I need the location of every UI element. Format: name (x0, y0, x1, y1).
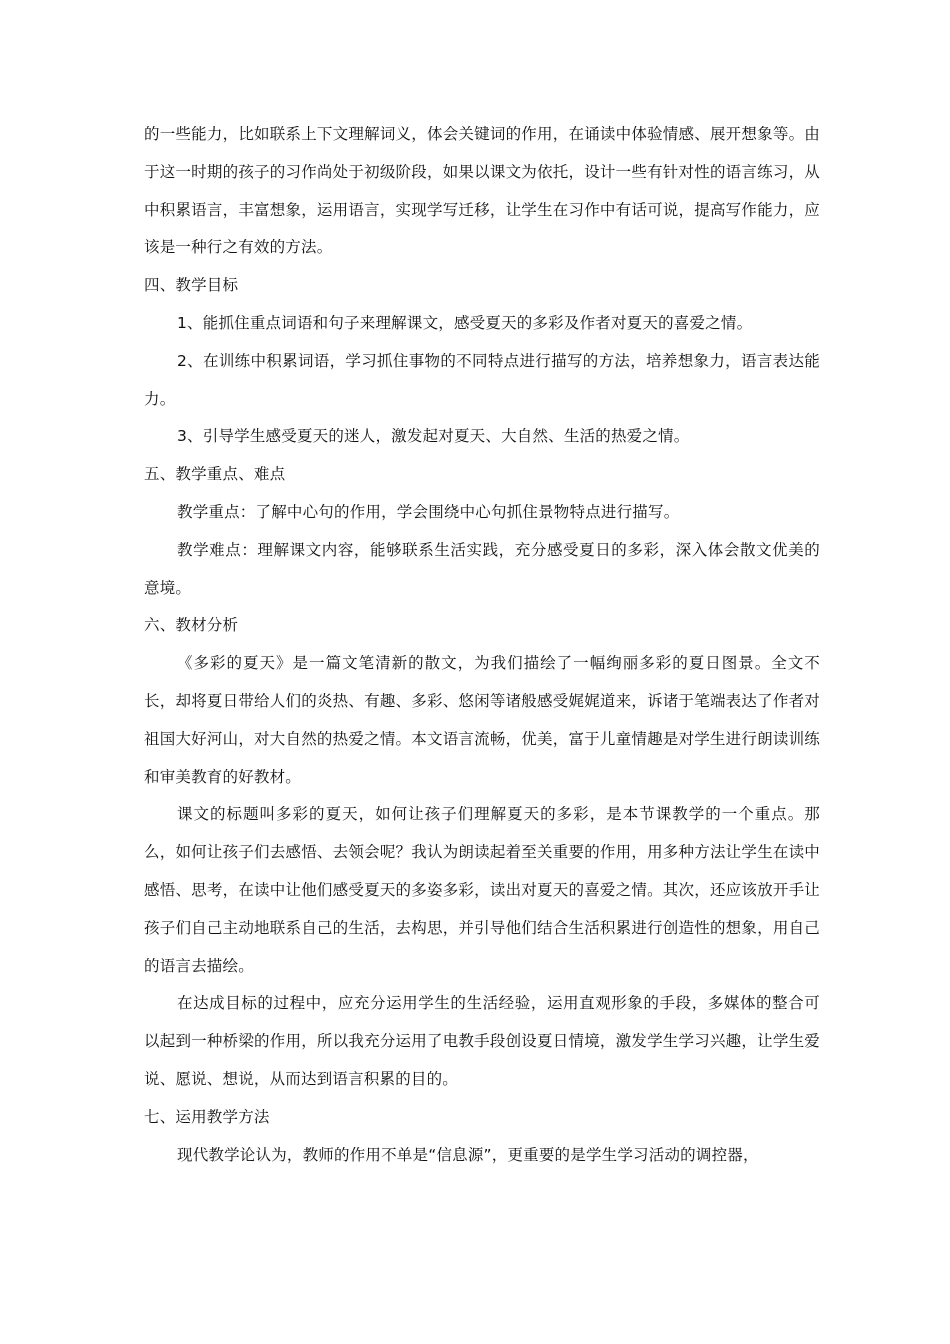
goal-item-1: 1、能抓住重点词语和句子来理解课文，感受夏天的多彩及作者对夏天的喜爱之情。 (177, 313, 753, 332)
paragraph-intro-continuation: 的一些能力，比如联系上下文理解词义，体会关键词的作用，在诵读中体验情感、展开想象等。由于这一时期的孩子的习作尚处于初级阶段，如果以课文为依托，设计一些有针对性的语言练习，从中积累语言，丰富想象，运用语言，实现学写迁移，让学生在习作中有话可说，提高写作能力，应该是一种行之有效的方法。 (144, 125, 820, 257)
methods-paragraph-1: 现代教学论认为，教师的作用不单是“信息源”，更重要的是学生学习活动的调控器， (177, 1145, 759, 1164)
goal-item-3: 3、引导学生感受夏天的迷人，激发起对夏天、大自然、生活的热爱之情。 (177, 427, 690, 446)
section-heading-teaching-goals: 四、教学目标 (144, 276, 239, 295)
section-heading-teaching-methods: 七、运用教学方法 (144, 1107, 270, 1126)
goal-item-2: 2、在训练中积累词语，学习抓住事物的不同特点进行描写的方法，培养想象力，语言表达能力。 (144, 351, 820, 408)
analysis-paragraph-1: 《多彩的夏天》是一篇文笔清新的散文，为我们描绘了一幅绚丽多彩的夏日图景。全文不长，却将夏日带给人们的炎热、有趣、多彩、悠闲等诸般感受娓娓道来，诉诸于笔端表达了作者对祖国大好河山，对大自然的热爱之情。本文语言流畅，优美，富于儿童情趣是对学生进行朗读训练和审美教育的好教材。 (144, 654, 820, 786)
analysis-paragraph-2: 课文的标题叫多彩的夏天，如何让孩子们理解夏天的多彩，是本节课教学的一个重点。那么，如何让孩子们去感悟、去领会呢？我认为朗读起着至关重要的作用，用多种方法让学生在读中感悟、思考，在读中让他们感受夏天的多姿多彩，读出对夏天的喜爱之情。其次，还应该放开手让孩子们自己主动地联系自己的生活，去构思，并引导他们结合生活积累进行创造性的想象，用自己的语言去描绘。 (144, 805, 820, 975)
difficulty-paragraph: 教学难点：理解课文内容，能够联系生活实践，充分感受夏日的多彩，深入体会散文优美的意境。 (144, 540, 820, 597)
document-body (144, 116, 820, 1174)
analysis-paragraph-3: 在达成目标的过程中，应充分运用学生的生活经验，运用直观形象的手段，多媒体的整合可以起到一种桥梁的作用，所以我充分运用了电教手段创设夏日情境，激发学生学习兴趣，让学生爱说、愿说、想说，从而达到语言积累的目的。 (144, 994, 820, 1088)
section-heading-material-analysis: 六、教材分析 (144, 616, 239, 635)
key-point-paragraph: 教学重点：了解中心句的作用，学会围绕中心句抓住景物特点进行描写。 (177, 502, 680, 521)
section-heading-key-points: 五、教学重点、难点 (144, 465, 286, 484)
